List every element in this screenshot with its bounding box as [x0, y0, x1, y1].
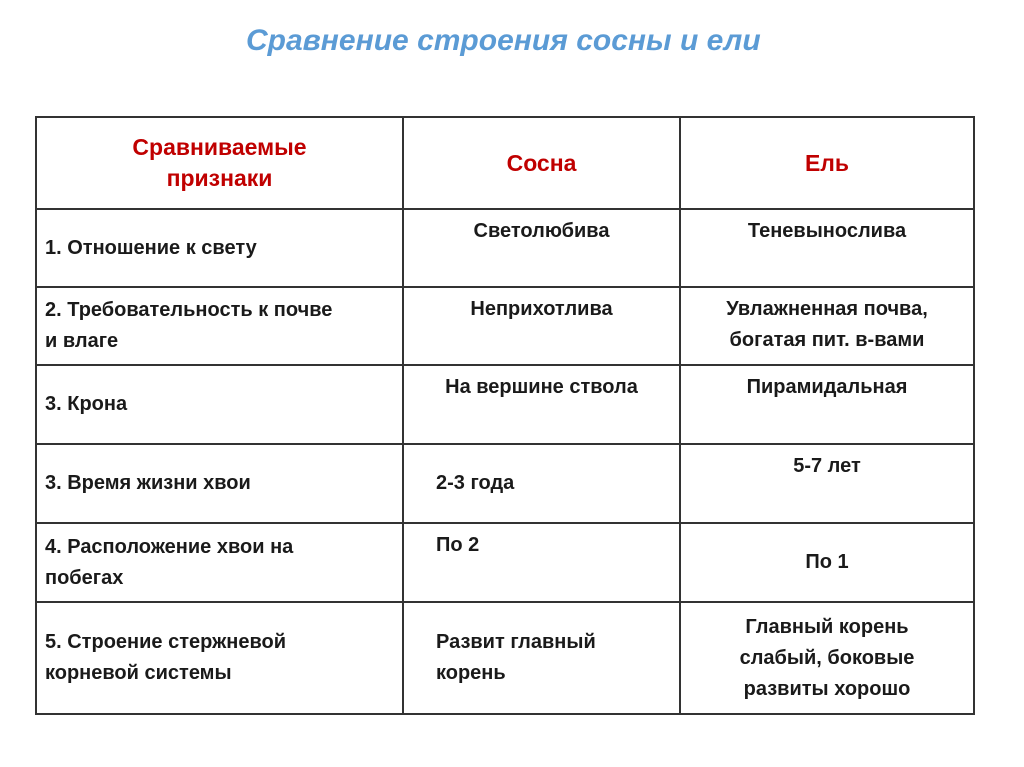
pine-cell: На вершине ствола — [403, 365, 680, 444]
feature-cell: 2. Требовательность к почве и влаге — [36, 287, 403, 365]
table-row — [36, 209, 974, 287]
pine-cell: 2-3 года — [403, 444, 680, 523]
table-row — [36, 365, 974, 444]
pine-cell: Развит главный корень — [403, 602, 680, 714]
table-row — [36, 602, 974, 714]
comparison-table — [35, 116, 975, 715]
feature-cell: 3. Время жизни хвои — [36, 444, 403, 523]
slide-title: Сравнение строения сосны и ели — [246, 24, 761, 57]
table-header-row — [36, 117, 974, 209]
pine-cell: Неприхотлива — [403, 287, 680, 365]
header-pine: Сосна — [403, 117, 680, 209]
feature-cell: 5. Строение стержневой корневой системы — [36, 602, 403, 714]
spruce-cell: Теневынослива — [680, 209, 974, 287]
spruce-cell: Главный корень слабый, боковые развиты хорошо — [680, 602, 974, 714]
feature-cell: 4. Расположение хвои на побегах — [36, 523, 403, 602]
header-spruce: Ель — [680, 117, 974, 209]
table-row — [36, 287, 974, 365]
spruce-cell: 5-7 лет — [680, 444, 974, 523]
pine-cell: Светолюбива — [403, 209, 680, 287]
table-row — [36, 523, 974, 602]
spruce-cell: Увлажненная почва, богатая пит. в-вами — [680, 287, 974, 365]
table-row — [36, 444, 974, 523]
spruce-cell: Пирамидальная — [680, 365, 974, 444]
feature-cell: 1. Отношение к свету — [36, 209, 403, 287]
pine-cell: По 2 — [403, 523, 680, 602]
header-features: Сравниваемые признаки — [36, 117, 403, 209]
spruce-cell: По 1 — [680, 523, 974, 602]
feature-cell: 3. Крона — [36, 365, 403, 444]
